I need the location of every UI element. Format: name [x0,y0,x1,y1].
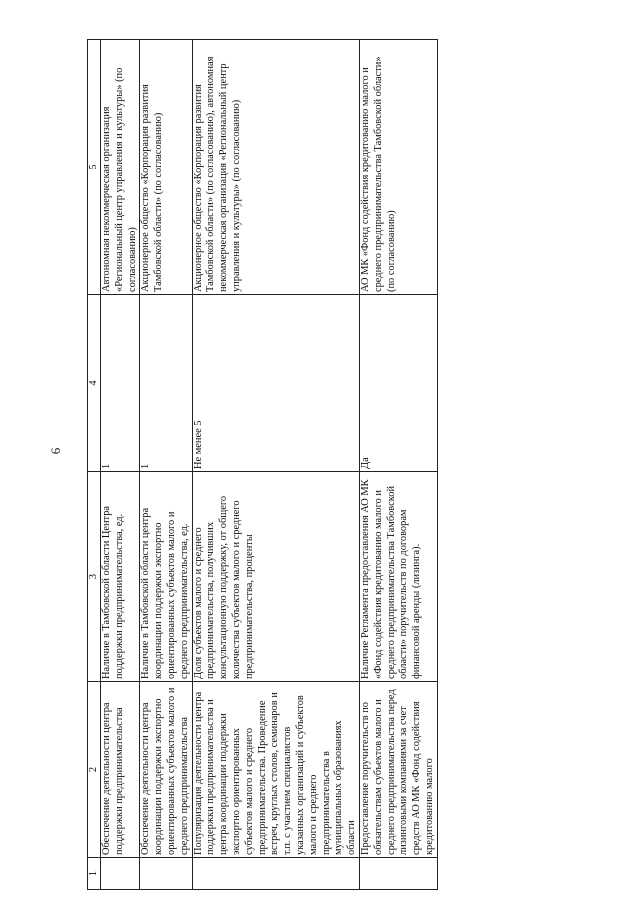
header-cell-2: 2 [88,682,101,858]
executor-cell: АО МК «Фонд содействия кредитованию малого и среднего предпринимательства Тамбовской области» (по согласованию) [359,40,437,295]
row-number-cell [140,858,192,890]
value-cell: 1 [140,295,192,472]
header-cell-4: 4 [88,295,101,472]
header-row [88,40,101,890]
row-number-cell [359,858,437,890]
header-cell-3: 3 [88,472,101,682]
indicator-cell: Наличие Регламента предоставления АО МК «Фонд содействия кредитованию малого и среднего предпринимательства Тамбовской области» поручительств по договорам финансовой аренды (лизинга). [359,472,437,682]
page-number: 6 [48,447,63,455]
indicator-cell: Доля субъектов малого и среднего предпринимательства, получивших консультационную поддержку, от общего количества субъектов малого и среднего предпринимательства, проценты [192,472,359,682]
value-cell: 1 [101,295,140,472]
executor-cell: Акционерное общество «Корпорация развития Тамбовской области» (по согласованию) [140,40,192,295]
table-row [359,40,437,890]
rotated-sheet [87,40,497,890]
row-number-cell [192,858,359,890]
activity-cell: Обеспечение деятельности центра поддержки предпринимательства [101,682,140,858]
table-row [140,40,192,890]
activity-cell: Популяризация деятельности центра поддержки предпринимательства и центра координации поддержки экспортно ориентированных субъектов малого и среднего предпринимательства. Проведение встреч, круглых столов, семинаров и т.п. с участием специалистов указанных организаций и субъектов малого и среднего предпринимательства в муниципальных образованиях области [192,682,359,858]
header-cell-1: 1 [88,858,101,890]
value-cell: Не менее 5 [192,295,359,472]
table-row [101,40,140,890]
activity-cell: Предоставление поручительств по обязательствам субъектов малого и среднего предпринимательства перед лизинговыми компаниями за счет средств АО МК «Фонд содействия кредитованию малого [359,682,437,858]
executor-cell: Акционерное общество «Корпорация развития Тамбовской области» (по согласованию), автономная некоммерческая организация «Региональный центр управления и культуры» (по согласованию) [192,40,359,295]
indicator-cell: Наличие в Тамбовской области Центра поддержки предпринимательства, ед. [101,472,140,682]
activity-cell: Обеспечение деятельности центра координации поддержки экспортно ориентированных субъектов малого и среднего предпринимательства [140,682,192,858]
measures-table [87,39,438,890]
table-row [192,40,359,890]
header-cell-5: 5 [88,40,101,295]
value-cell: Да [359,295,437,472]
indicator-cell: Наличие в Тамбовской области центра координации поддержки экспортно ориентированных субъектов малого и среднего предпринимательства, ед. [140,472,192,682]
row-number-cell [101,858,140,890]
executor-cell: Автономная некоммерческая организация «Региональный центр управления и культуры» (по согласованию) [101,40,140,295]
